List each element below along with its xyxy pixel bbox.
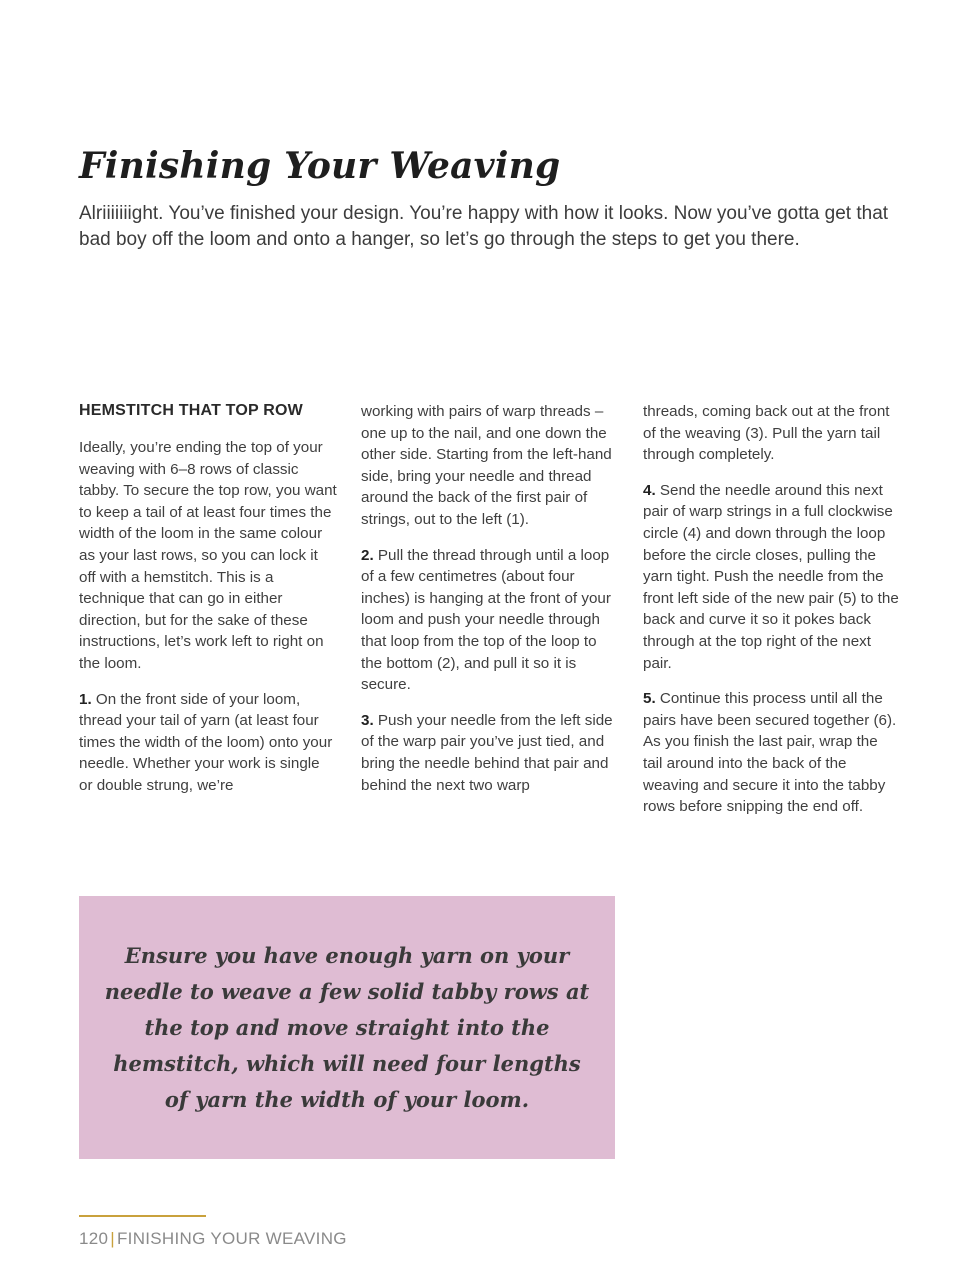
step-4 — [643, 480, 899, 674]
step-number: 1. — [79, 690, 92, 708]
step-1 — [79, 689, 337, 797]
step-number: 3. — [361, 711, 374, 729]
tip-callout-box — [79, 896, 615, 1159]
tip-text: Ensure you have enough yarn on your needle to weave a few solid tabby rows at the top and move straight into the hemstitch, which will need four lengths of yarn the width of your loom. — [104, 942, 590, 1112]
page-footer — [79, 1228, 347, 1250]
step-text: Continue this process until all the pairs have been secured together (6). As you finish the last pair, wrap the tail around into the back of the weaving and secure it into the tabby rows before snipping the end off. — [643, 690, 897, 816]
text-column-2 — [361, 401, 619, 810]
paragraph: working with pairs of warp threads – one up to the nail, and one down the other side. Starting from the left-hand side, bring your needle and thread around the back of the first pair of strings, out to the left (1). — [361, 403, 612, 528]
paragraph: Ideally, you’re ending the top of your weaving with 6–8 rows of classic tabby. To secure the top row, you want to keep a tail of at least four times the width of the loom in the same colour as your last rows, so you can lock it off with a hemstitch. This is a technique that can go in either direction, but for the sake of these instructions, let’s work left to right on the loom. — [79, 439, 337, 672]
footer-separator: | — [110, 1229, 115, 1248]
text-column-1 — [79, 401, 337, 811]
intro-paragraph: Alriiiiiiight. You’ve finished your design. You’re happy with how it looks. Now you’ve gotta get that bad boy off the loom and onto a hanger, so let’s go through the steps to get you there. — [79, 203, 889, 250]
step-number: 4. — [643, 481, 656, 499]
step-text: Send the needle around this next pair of warp strings in a full clockwise circle (4) and down through the loop before the circle closes, pulling the yarn tight. Push the needle from the front left side of the new pair (5) to the back and curve it so it pokes back through at the top right of the next pair. — [643, 481, 899, 672]
step-2 — [361, 545, 619, 696]
step-3 — [361, 710, 619, 796]
footer-rule — [79, 1215, 206, 1217]
page-number: 120 — [79, 1229, 109, 1248]
page-title: Finishing Your Weaving — [79, 145, 561, 187]
text-column-3 — [643, 401, 899, 832]
step-text: Push your needle from the left side of the warp pair you’ve just tied, and bring the needle behind that pair and behind the next two warp — [361, 711, 613, 794]
step-number: 5. — [643, 690, 656, 708]
section-heading: HEMSTITCH THAT TOP ROW — [79, 402, 303, 419]
step-5 — [643, 688, 899, 818]
step-text: Pull the thread through until a loop of a few centimetres (about four inches) is hanging at the front of your loom and push your needle through that loop from the top of the loop to the bottom (2), and pull it so it is secure. — [361, 546, 611, 694]
step-number: 2. — [361, 546, 374, 564]
paragraph: threads, coming back out at the front of the weaving (3). Pull the yarn tail through completely. — [643, 403, 890, 464]
step-text: On the front side of your loom, thread your tail of yarn (at least four times the width of the loom) onto your needle. Whether your work is single or double strung, we’re — [79, 690, 333, 794]
chapter-name: FINISHING YOUR WEAVING — [116, 1229, 347, 1248]
